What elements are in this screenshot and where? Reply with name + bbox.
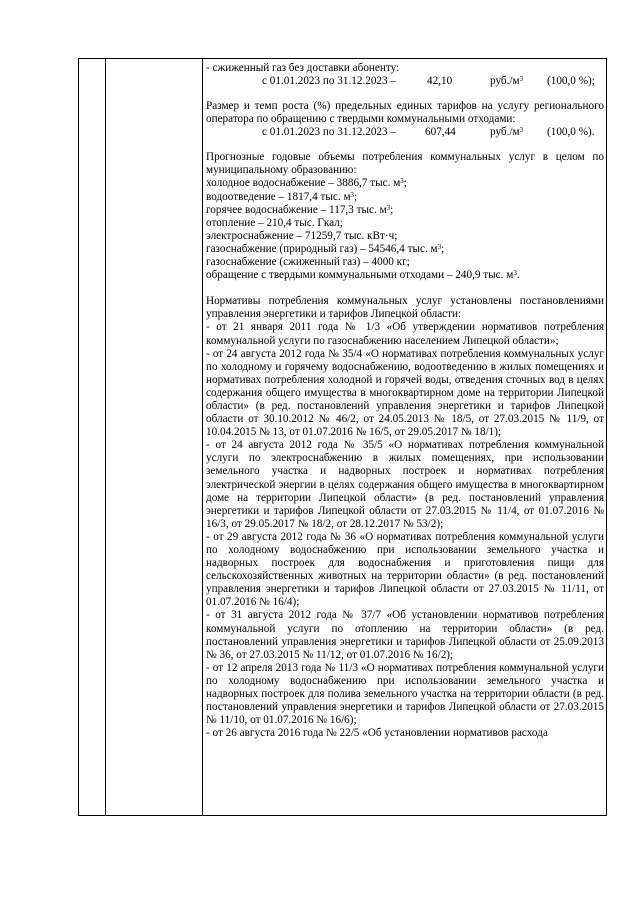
norms-intro: Нормативы потребления коммунальных услуг установлены постановлениями управления энергетики и тарифов Липецкой области: xyxy=(206,295,604,321)
waste-tariff-text: Размер и темп роста (%) предельных единых тарифов на услугу регионального оператора по обращению с твердыми коммунальными отходами: xyxy=(206,100,604,126)
volume-item: водоотведение – 1817,4 тыс. $м^3$; xyxy=(206,190,358,203)
volumes-intro: Прогнозные годовые объемы потребления коммунальных услуг в целом по муниципальному образованию: xyxy=(206,151,604,177)
table-top-border xyxy=(78,58,607,59)
gas-liquefied-percent: (100,0 %); xyxy=(547,75,595,88)
waste-tariff-rate-row xyxy=(206,126,604,140)
waste-tariff-value: 607,44 xyxy=(425,126,456,139)
table-bottom-border xyxy=(78,815,607,816)
norm-item: - от 26 августа 2016 года № 22/5 «Об установлении нормативов расхода xyxy=(206,727,548,740)
document-text-cell xyxy=(206,62,604,740)
volume-item: горячее водоснабжение – 117,3 тыс. $м^3$; xyxy=(206,203,394,216)
waste-tariff-period: с 01.01.2023 по 31.12.2023 – xyxy=(262,126,397,139)
table-left-border xyxy=(78,58,79,816)
volume-item: холодное водоснабжение – 3886,7 тыс. $м^3$; xyxy=(206,177,407,190)
norm-item: - от 21 января 2011 года № 1/3 «Об утверждении нормативов потребления коммунальной услуги по газоснабжению населением Липецкой области»; xyxy=(206,321,604,347)
gas-liquefied-period: с 01.01.2023 по 31.12.2023 – xyxy=(262,75,397,88)
gas-liquefied-unit: $руб./м^3$ xyxy=(490,75,524,88)
gas-liquefied-value: 42,10 xyxy=(427,75,453,88)
waste-tariff-percent: (100,0 %). xyxy=(547,126,595,139)
column-divider-1 xyxy=(105,58,106,816)
gas-liquefied-rate-row xyxy=(206,75,604,89)
volume-item: электроснабжение – 71259,7 тыс. кВт·ч; xyxy=(206,229,398,242)
norm-item: - от 31 августа 2012 года № 37/7 «Об установлении нормативов потребления коммунальной услуги по отоплению на территории области» (в ред. постановлений управления энергетики и тарифов Липецкой области от 25.09.2013 № 36, от 27.03.2015 № 11/12, от 01.07.2016 № 16/2); xyxy=(206,609,604,661)
volume-item: обращение с твердыми коммунальными отходами – 240,9 тыс. $м^3$. xyxy=(206,269,520,282)
gas-liquefied-heading: - сжиженный газ без доставки абоненту: xyxy=(206,62,400,74)
volume-item: газоснабжение (сжиженный газ) – 4000 кг; xyxy=(206,256,410,269)
waste-tariff-unit: $руб./м^3$ xyxy=(490,126,524,139)
volume-item: газоснабжение (природный газ) – 54546,4 тыс. $м^3$; xyxy=(206,242,445,255)
norm-item: - от 24 августа 2012 года № 35/4 «О нормативах потребления коммунальных услуг по холодному и горячему водоснабжению, водоотведению в жилых помещениях и нормативах потребления холодной и горячей воды, отведения сточных вод в целях содержания общего имущества в многоквартирном доме на территории Липецкой области» (в ред. постановлений управления энергетики и тарифов Липецкой области от 30.10.2012 № 46/2, от 24.05.2013 № 18/5, от 27.03.2015 № 11/9, от 10.04.2015 № 13, от 01.07.2016 № 16/5, от 29.05.2017 № 18/1); xyxy=(206,347,604,439)
volumes-list xyxy=(206,177,604,282)
table-right-border xyxy=(606,58,607,816)
norm-item: - от 12 апреля 2013 года № 11/3 «О нормативах потребления коммунальной услуги по холодному водоснабжению при использовании земельного участка и надворных построек для полива земельного участка на территории области (в ред. постановлений управления энергетики и тарифов Липецкой области от 27.03.2015 № 11/10, от 01.07.2016 № 16/6); xyxy=(206,661,604,727)
volume-item: отопление – 210,4 тыс. Гкал; xyxy=(206,216,343,229)
norm-item: - от 24 августа 2012 года № 35/5 «О нормативах потребления коммунальной услуги по электроснабжению в жилых помещениях, при использовании земельного участка и надворных построек и нормативах потребления электрической энергии в целях содержания общего имущества в многоквартирном доме на территории Липецкой области» (в ред. постановлений управления энергетики и тарифов Липецкой области от 27.03.2015 № 11/4, от 01.07.2016 № 16/3, от 29.05.2017 № 18/2, от 28.12.2017 № 53/2); xyxy=(206,439,604,530)
norms-list xyxy=(206,321,604,740)
column-divider-2 xyxy=(202,58,203,816)
norm-item: - от 29 августа 2012 года № 36 «О нормативах потребления коммунальной услуги по холодному водоснабжению при использовании земельного участка и надворных построек для водоснабжения и приготовления пищи для сельскохозяйственных животных на территории области» (в ред. постановлений управления энергетики и тарифов Липецкой области от 27.03.2015 № 11/11, от 01.07.2016 № 16/4); xyxy=(206,530,604,609)
